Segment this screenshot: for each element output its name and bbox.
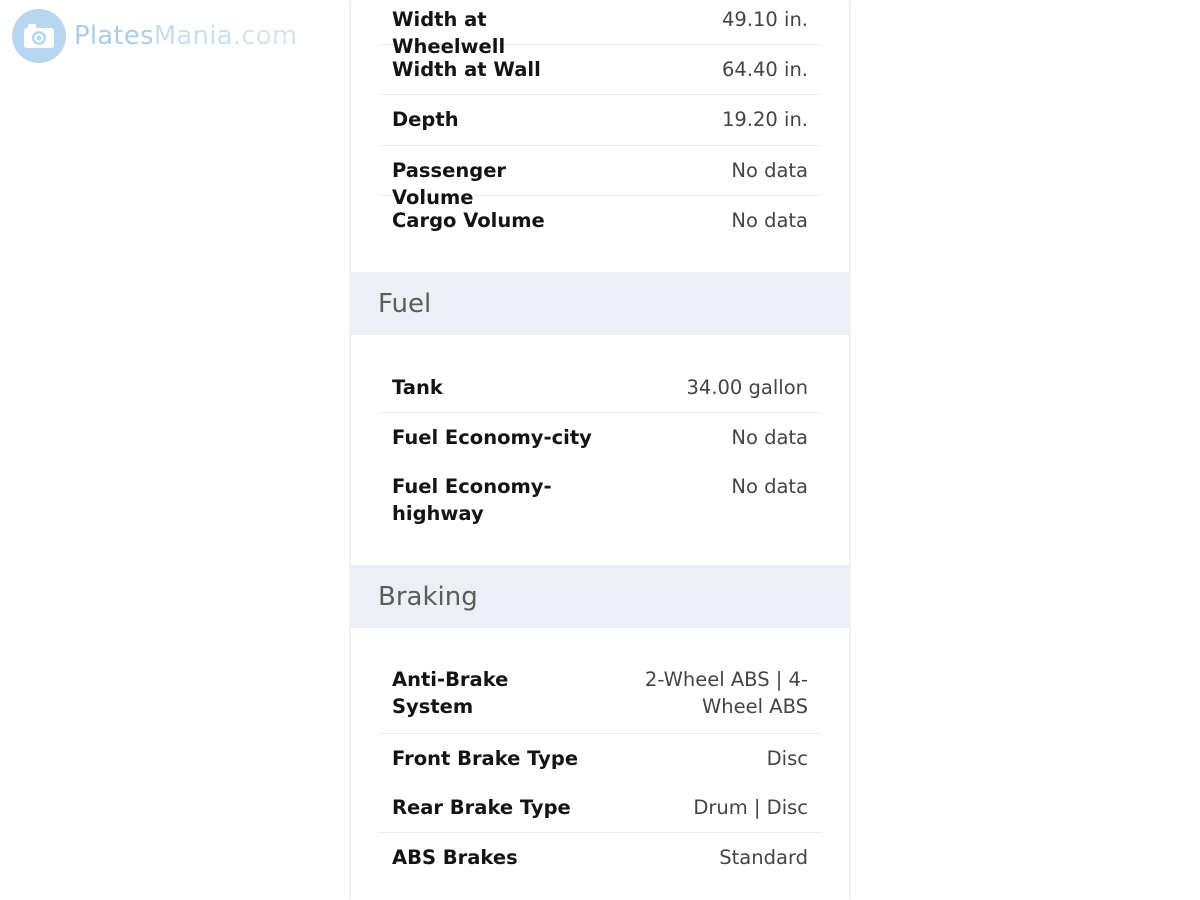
dimensions-rows bbox=[351, 0, 849, 272]
spec-value: 19.20 in. bbox=[722, 108, 808, 131]
spec-value: Standard bbox=[719, 846, 808, 869]
spec-row-width-at-wheelwell bbox=[378, 0, 822, 58]
spec-row-cargo-volume bbox=[378, 196, 822, 272]
braking-rows bbox=[351, 628, 849, 893]
spec-value: No data bbox=[731, 209, 808, 232]
spec-label: Width at Wheelwell bbox=[392, 8, 506, 58]
spec-label: Rear Brake Type bbox=[392, 796, 571, 819]
spec-label: Width at Wall bbox=[392, 58, 541, 81]
spec-label: Depth bbox=[392, 108, 459, 131]
watermark-text bbox=[74, 21, 297, 51]
spec-row-fuel-economy-highway bbox=[378, 463, 822, 565]
spec-row-fuel-economy-city bbox=[378, 413, 822, 463]
spec-value: 34.00 gallon bbox=[686, 376, 808, 399]
spec-value: Drum | Disc bbox=[693, 796, 808, 819]
spec-value: 2-Wheel ABS | 4-Wheel ABS bbox=[644, 668, 808, 718]
spec-row-anti-brake-system bbox=[378, 628, 822, 734]
spec-value: Disc bbox=[766, 747, 808, 770]
spec-label: Tank bbox=[392, 376, 443, 399]
spec-label: Fuel Economy-highway bbox=[392, 475, 552, 525]
spec-row-depth bbox=[378, 95, 822, 146]
spec-label: Cargo Volume bbox=[392, 209, 545, 232]
spec-label: Front Brake Type bbox=[392, 747, 579, 770]
spec-row-tank bbox=[378, 335, 822, 413]
spec-row-passenger-volume bbox=[378, 146, 822, 209]
spec-value: No data bbox=[731, 159, 808, 182]
fuel-rows bbox=[351, 335, 849, 565]
watermark-text-mania: Mania bbox=[153, 21, 233, 51]
spec-label: ABS Brakes bbox=[392, 846, 518, 869]
specs-card bbox=[351, 0, 849, 900]
section-header-braking bbox=[351, 565, 849, 628]
spec-value: No data bbox=[731, 426, 808, 449]
spec-row-front-brake-type bbox=[378, 734, 822, 783]
spec-value: 49.10 in. bbox=[722, 8, 808, 31]
spec-value: 64.40 in. bbox=[722, 58, 808, 81]
spec-row-abs-brakes bbox=[378, 833, 822, 893]
spec-label: Anti-Brake System bbox=[392, 668, 509, 718]
camera-icon bbox=[12, 9, 66, 63]
platesmania-watermark bbox=[12, 9, 297, 63]
spec-label: Fuel Economy-city bbox=[392, 426, 592, 449]
watermark-text-domain: .com bbox=[232, 21, 298, 51]
section-title: Fuel bbox=[378, 288, 432, 319]
spec-row-rear-brake-type bbox=[378, 783, 822, 833]
spec-label: Passenger Volume bbox=[392, 159, 507, 209]
section-title: Braking bbox=[378, 581, 478, 612]
watermark-text-plates: Plates bbox=[74, 21, 154, 51]
spec-value: No data bbox=[731, 475, 808, 498]
section-header-fuel bbox=[351, 272, 849, 335]
